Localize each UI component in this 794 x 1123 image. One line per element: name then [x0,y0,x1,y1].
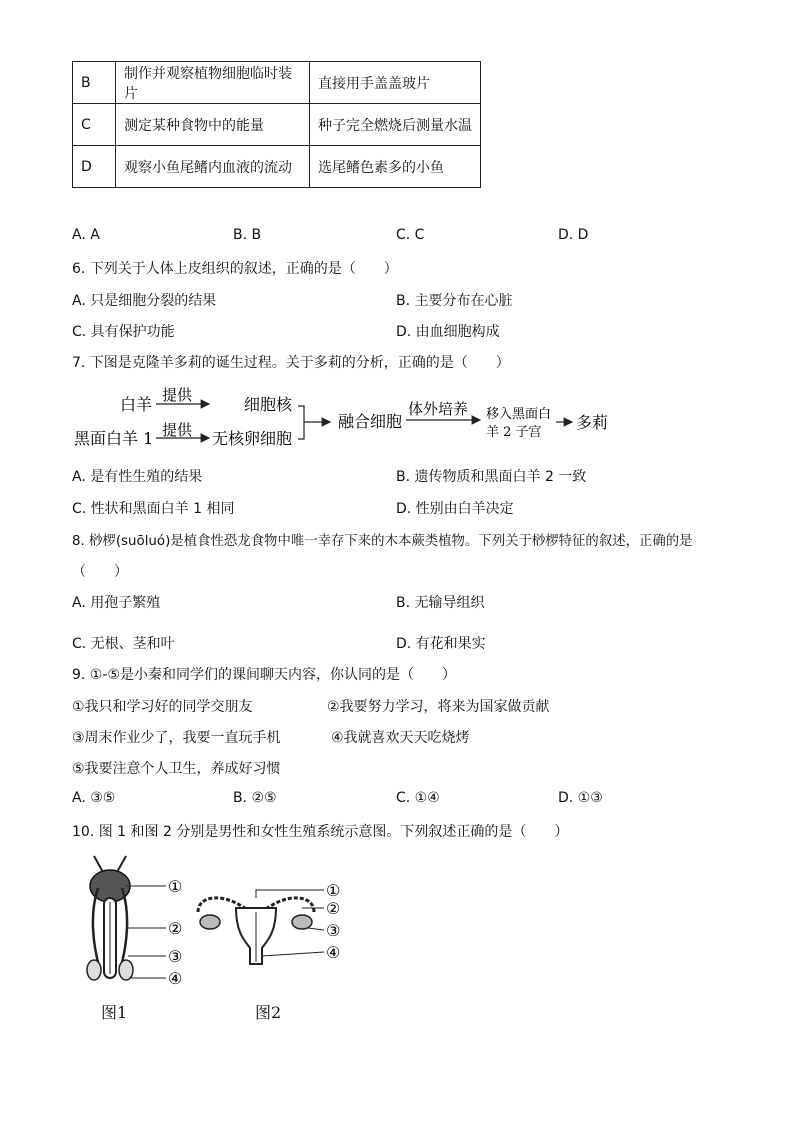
q7-option-c[interactable]: C. 性状和黑面白羊 1 相同 [72,501,235,517]
q8-option-a[interactable]: A. 用孢子繁殖 [72,595,161,611]
white-sheep-label: 白羊 [120,395,153,414]
fig2-label-3: ③ [326,921,341,940]
q8-stem-line2: （ ） [72,564,128,580]
bracket-arrow [298,406,330,439]
transfer-line-1: 移入黑面白 [486,407,552,422]
operation-cell: 种子完全燃烧后测量水温 [310,104,481,146]
ovary-right [292,915,312,929]
q6-stem: 6. 下列关于人体上皮组织的叙述，正确的是（ ） [72,261,398,277]
figure-2-caption: 图2 [255,1003,282,1022]
cloning-diagram [72,380,632,450]
q5-option-c[interactable]: C. C [396,227,425,243]
fig1-label-2: ② [168,919,183,938]
experiment-cell: 观察小鱼尾鳍内血液的流动 [116,146,310,188]
table-row [73,104,481,146]
fused-cell-label: 融合细胞 [338,412,403,431]
figure-1-caption: 图1 [101,1003,128,1022]
q9-statement-1: ①我只和学习好的同学交朋友 [72,699,253,715]
q9-stem: 9. ①-⑤是小秦和同学们的课间聊天内容，你认同的是（ ） [72,667,456,683]
q9-option-d[interactable]: D. ①③ [558,790,603,806]
q7-option-d[interactable]: D. 性别由白羊决定 [396,501,514,517]
fig1-label-3: ③ [168,947,183,966]
fig1-label-4: ④ [168,969,183,988]
dolly-label: 多莉 [576,413,609,432]
fig2-label-2: ② [326,899,341,918]
culture-label: 体外培养 [408,400,469,418]
q8-option-b[interactable]: B. 无输导组织 [396,595,485,611]
q7-stem: 7. 下图是克隆羊多莉的诞生过程。关于多莉的分析，正确的是（ ） [72,355,510,371]
experiment-cell: 制作并观察植物细胞临时装片 [116,62,310,104]
fig1-label-1: ① [168,877,183,896]
ovary-left [200,915,220,929]
experiment-cell: 测定某种食物中的能量 [116,104,310,146]
row-label: B [73,62,116,104]
q7-option-a[interactable]: A. 是有性生殖的结果 [72,469,203,485]
q9-statement-5: ⑤我要注意个人卫生，养成好习惯 [72,761,281,777]
nucleus-label: 细胞核 [244,395,293,414]
q5-option-d[interactable]: D. D [558,227,589,243]
figure-2-female-system [190,872,360,972]
q5-option-b[interactable]: B. B [233,227,262,243]
q8-stem-line1: 8. 桫椤(suōluó)是植食性恐龙食物中唯一幸存下来的木本蕨类植物。下列关于桫椤特征的叙述，正确的是 [72,534,693,549]
provide-label-2: 提供 [162,421,193,439]
q9-statement-3: ③周末作业少了，我要一直玩手机 [72,730,281,746]
black-face-sheep-1-label: 黑面白羊 1 [74,429,154,448]
q6-option-d[interactable]: D. 由血细胞构成 [396,324,500,340]
provide-label-1: 提供 [162,386,193,404]
testis-right [119,960,133,980]
enucleated-egg-label: 无核卵细胞 [212,429,293,448]
q10-stem: 10. 图 1 和图 2 分别是男性和女性生殖系统示意图。下列叙述正确的是（ ） [72,824,569,840]
q9-statement-2: ②我要努力学习，将来为国家做贡献 [327,699,550,715]
q7-option-b[interactable]: B. 遗传物质和黑面白羊 2 一致 [396,469,587,485]
figure-1-male-system [82,852,194,992]
fig2-label-1: ① [326,881,341,900]
testis-left [87,960,101,980]
row-label: D [73,146,116,188]
q9-option-a[interactable]: A. ③⑤ [72,790,116,806]
q9-option-c[interactable]: C. ①④ [396,790,440,806]
q6-option-a[interactable]: A. 只是细胞分裂的结果 [72,293,217,309]
experiment-table [72,61,481,188]
q9-option-b[interactable]: B. ②⑤ [233,790,277,806]
operation-cell: 选尾鳍色素多的小鱼 [310,146,481,188]
table-row [73,146,481,188]
q8-option-d[interactable]: D. 有花和果实 [396,636,486,652]
operation-cell: 直接用手盖盖玻片 [310,62,481,104]
q9-statement-4: ④我就喜欢天天吃烧烤 [331,730,470,746]
transfer-line-2: 羊 2 子宫 [486,425,542,440]
q5-option-a[interactable]: A. A [72,227,100,243]
q8-option-c[interactable]: C. 无根、茎和叶 [72,636,175,652]
row-label: C [73,104,116,146]
fig2-label-4: ④ [326,943,341,962]
q6-option-b[interactable]: B. 主要分布在心脏 [396,293,513,309]
q6-option-c[interactable]: C. 具有保护功能 [72,324,175,340]
table-row [73,62,481,104]
